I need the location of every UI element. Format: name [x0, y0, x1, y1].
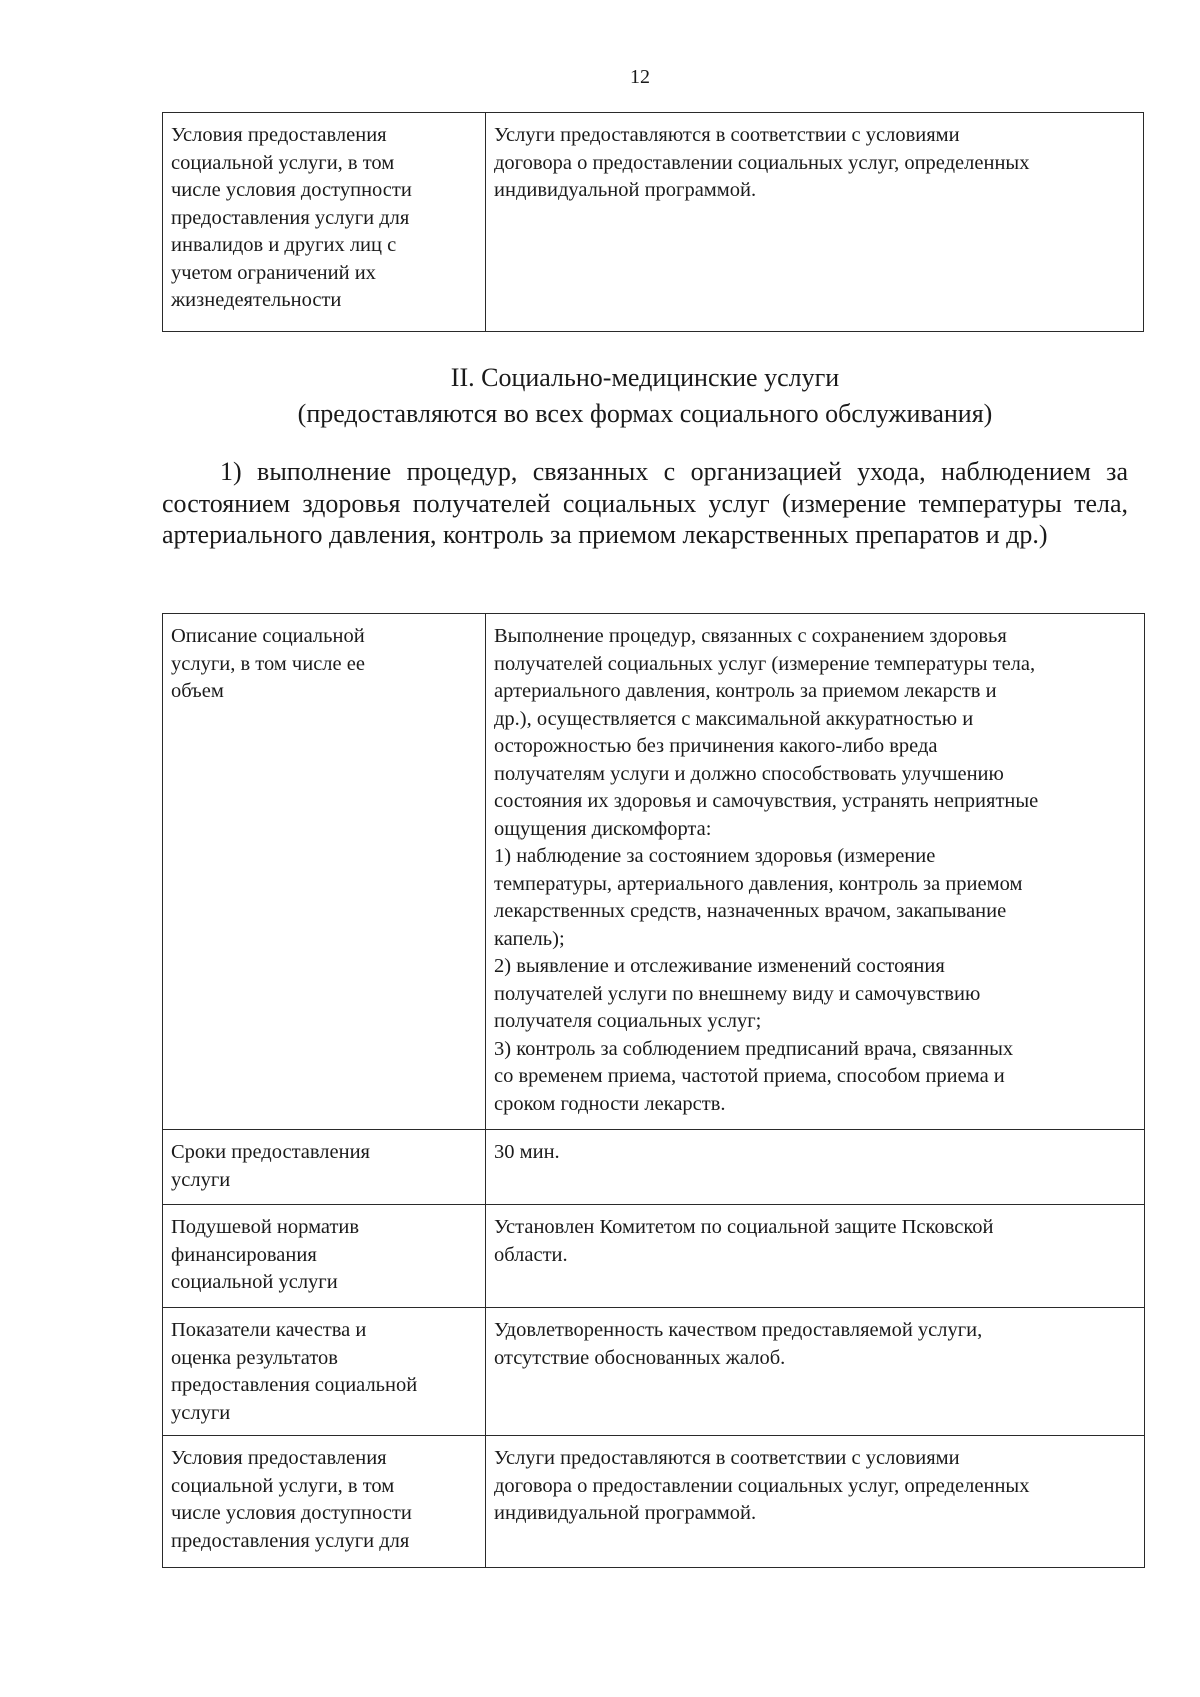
row-value-conditions: Услуги предоставляются в соответствии с условиями договора о предоставлении социальных услуг, определенных индивидуальной программой.: [486, 113, 1144, 332]
section-subtitle: (предоставляются во всех формах социального обслуживания): [297, 399, 993, 428]
table-row: [163, 1436, 1145, 1568]
row-label-quality: Показатели качества и оценка результатов предоставления социальной услуги: [163, 1308, 486, 1436]
page-number: 12: [630, 66, 650, 88]
row-label-terms: Сроки предоставления услуги: [163, 1130, 486, 1205]
top-table: [162, 112, 1144, 332]
table-row: [163, 1130, 1145, 1205]
service-table: [162, 613, 1145, 1568]
section-heading: [160, 360, 1130, 432]
row-value-description: Выполнение процедур, связанных с сохранением здоровья получателей социальных услуг (измерение температуры тела, артериального давления, контроль за приемом лекарств и др.), осуществляется с максимальной аккуратностью и осторожностью без причинения какого-либо вреда получателям услуги и должно способствовать улучшению состояния их здоровья и самочувствия, устранять неприятные ощущения дискомфорта: 1) наблюдение за состоянием здоровья (измерение температуры, артериального давления, контроль за приемом лекарственных средств, назначенных врачом, закапывание капель); 2) выявление и отслеживание изменений состояния получателей услуги по внешнему виду и самочувствию получателя социальных услуг; 3) контроль за соблюдением предписаний врача, связанных со временем приема, частотой приема, способом приема и сроком годности лекарств.: [486, 614, 1145, 1130]
row-label-description: Описание социальной услуги, в том числе ее объем: [163, 614, 486, 1130]
row-label-conditions: Условия предоставления социальной услуги, в том числе условия доступности предоставления услуги для инвалидов и других лиц с учетом ограничений их жизнедеятельности: [163, 113, 486, 332]
table-row: [163, 1308, 1145, 1436]
row-value-terms: 30 мин.: [486, 1130, 1145, 1205]
row-value-norm: Установлен Комитетом по социальной защите Псковской области.: [486, 1205, 1145, 1308]
row-value-quality: Удовлетворенность качеством предоставляемой услуги, отсутствие обоснованных жалоб.: [486, 1308, 1145, 1436]
table-row: [163, 1205, 1145, 1308]
section-title: II. Социально-медицинские услуги: [450, 363, 840, 392]
row-value-conditions: Услуги предоставляются в соответствии с условиями договора о предоставлении социальных услуг, определенных индивидуальной программой.: [486, 1436, 1145, 1568]
row-label-norm: Подушевой норматив финансирования социальной услуги: [163, 1205, 486, 1308]
table-row: [163, 614, 1145, 1130]
service-paragraph: 1) выполнение процедур, связанных с организацией ухода, наблюдением за состоянием здоровья получателей социальных услуг (измерение температуры тела, артериального давления, контроль за приемом лекарственных препаратов и др.): [162, 457, 1128, 549]
table-row: [163, 113, 1144, 332]
row-label-conditions: Условия предоставления социальной услуги, в том числе условия доступности предоставления услуги для: [163, 1436, 486, 1568]
